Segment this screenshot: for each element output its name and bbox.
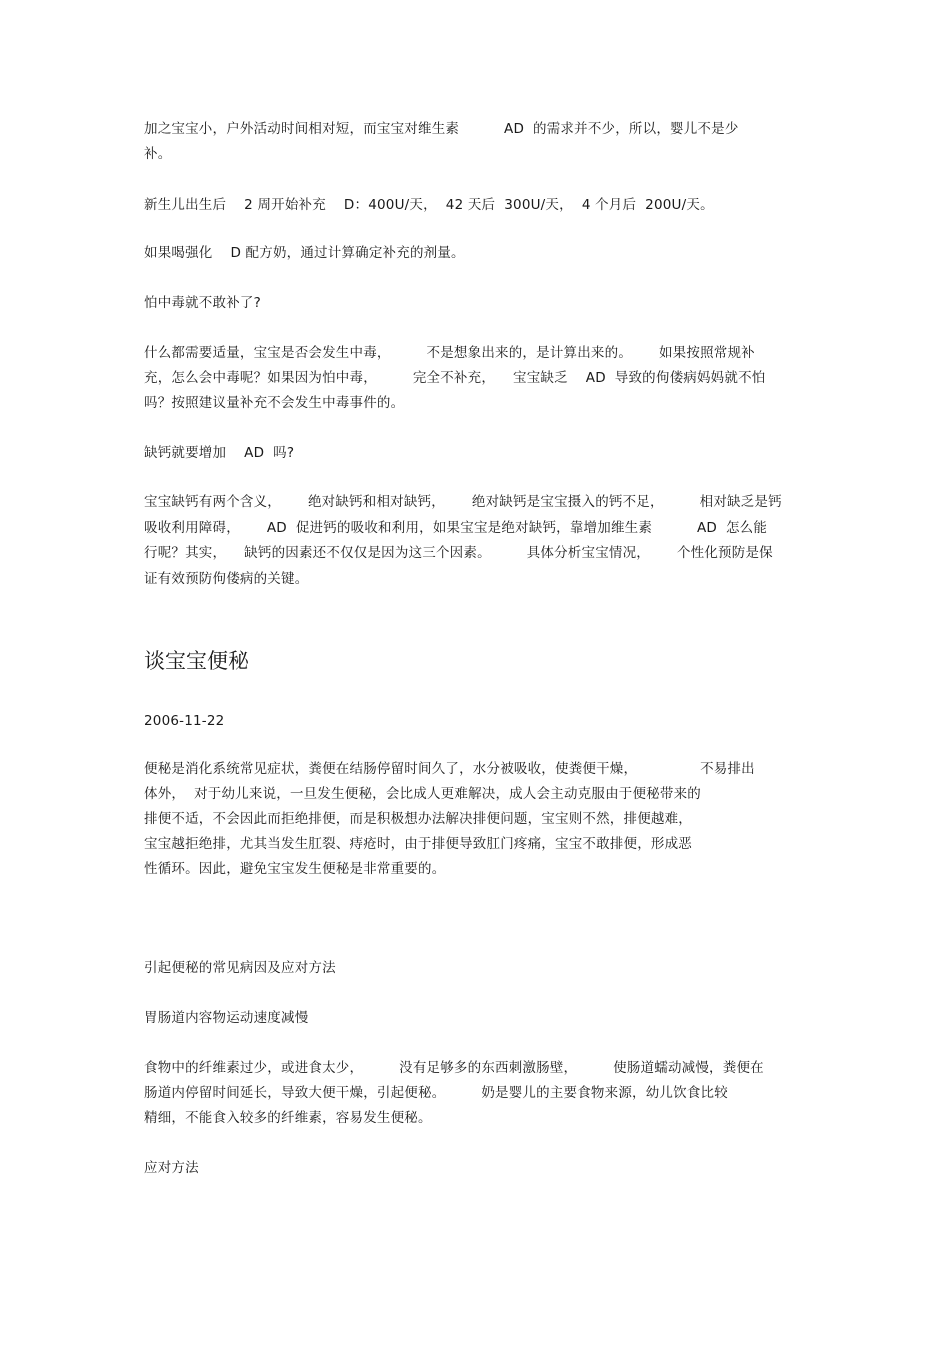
paragraph-moderation-line-1: 什么都需要适量，宝宝是否会发生中毒， 不是想象出来的，是计算出来的。 如果按照常规补 [144, 345, 755, 361]
article-date: 2006-11-22 [144, 713, 225, 729]
paragraph-vitamin-ad-line-1: 加之宝宝小，户外活动时间相对短，而宝宝对维生素 AD 的需求并不少，所以，婴儿不是少 [144, 121, 739, 137]
paragraph-constipation-line-2: 体外， 对于幼儿来说，一旦发生便秘，会比成人更难解决，成人会主动克服由于便秘带来的 [144, 786, 701, 802]
paragraph-calcium-line-1: 宝宝缺钙有两个含义， 绝对缺钙和相对缺钙， 绝对缺钙是宝宝摄入的钙不足， 相对缺乏是钙 [144, 494, 782, 510]
paragraph-vitamin-ad-line-2: 补。 [144, 146, 172, 162]
question-poisoning: 怕中毒就不敢补了? [144, 295, 261, 311]
subheading-remedies: 应对方法 [144, 1160, 199, 1176]
paragraph-constipation-line-3: 排便不适，不会因此而拒绝排便，而是积极想办法解决排便问题，宝宝则不然，排便越难， [144, 811, 692, 827]
paragraph-constipation-line-1: 便秘是消化系统常见症状，粪便在结肠停留时间久了，水分被吸收，使粪便干燥， 不易排出 [144, 761, 755, 777]
question-calcium: 缺钙就要增加 AD 吗? [144, 445, 295, 461]
paragraph-fiber-line-2: 肠道内停留时间延长，导致大便干燥，引起便秘。 奶是婴儿的主要食物来源，幼儿饮食比较 [144, 1085, 728, 1101]
paragraph-fiber-line-3: 精细，不能食入较多的纤维素，容易发生便秘。 [144, 1110, 432, 1126]
paragraph-moderation-line-2: 充，怎么会中毒呢？如果因为怕中毒， 完全不补充， 宝宝缺乏 AD 导致的佝偻病妈妈就不怕 [144, 370, 766, 386]
paragraph-dosage: 新生儿出生后 2 周开始补充 D：400U/天， 42 天后 300U/天， 4 个月后 200U/天。 [144, 197, 714, 213]
paragraph-constipation-line-4: 宝宝越拒绝排，尤其当发生肛裂、痔疮时，由于排便导致肛门疼痛，宝宝不敢排便，形成恶 [144, 836, 692, 852]
paragraph-moderation-line-3: 吗？按照建议量补充不会发生中毒事件的。 [144, 395, 405, 411]
paragraph-calcium-line-3: 行呢？其实， 缺钙的因素还不仅仅是因为这三个因素。 具体分析宝宝情况， 个性化预防是保 [144, 545, 773, 561]
article-title: 谈宝宝便秘 [144, 649, 249, 673]
paragraph-constipation-line-5: 性循环。因此，避免宝宝发生便秘是非常重要的。 [144, 861, 446, 877]
paragraph-formula-milk: 如果喝强化 D 配方奶，通过计算确定补充的剂量。 [144, 245, 465, 261]
section-causes-heading: 引起便秘的常见病因及应对方法 [144, 960, 336, 976]
paragraph-calcium-line-4: 证有效预防佝偻病的关键。 [144, 571, 309, 587]
paragraph-calcium-line-2: 吸收利用障碍， AD 促进钙的吸收和利用，如果宝宝是绝对缺钙，靠增加维生素 AD 怎么能 [144, 520, 768, 536]
paragraph-fiber-line-1: 食物中的纤维素过少，或进食太少， 没有足够多的东西刺激肠壁， 使肠道蠕动减慢，粪便在 [144, 1060, 764, 1076]
subheading-slow-motility: 胃肠道内容物运动速度减慢 [144, 1010, 309, 1026]
